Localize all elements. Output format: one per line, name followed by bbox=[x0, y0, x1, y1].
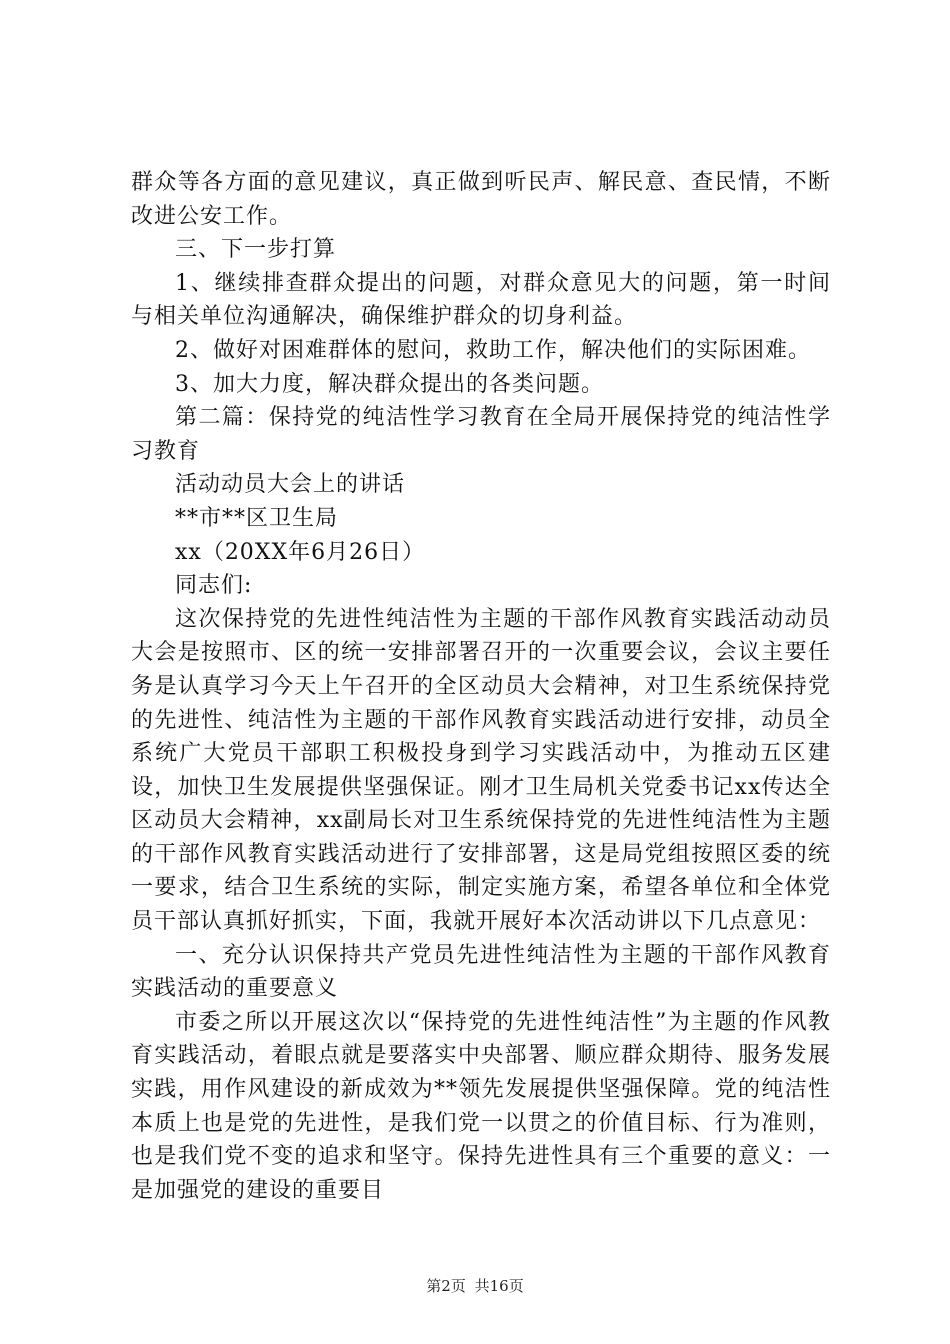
salutation: 同志们: bbox=[175, 573, 253, 599]
paragraph-intro: 这次保持党的先进性纯洁性为主题的干部作风教育实践活动动员大会是按照市、区的统一安排部署召开的一次重要会议，会议主要任务是认真学习今天上午召开的全区动员大会精神，对卫生系统保持党的先进性、纯洁性为主题的干部作风教育实践活动进行安排，动员全系统广大党员干部职工积极投身到学习实践活动中，为推动五区建设，加快卫生发展提供坚强保证。刚才卫生局机关党委书记xx传达全区动员大会精神，xx副局长对卫生系统保持党的先进性纯洁性为主题的干部作风教育实践活动进行了安排部署，这是局党组按照区委的统一要求，结合卫生系统的实际，制定实施方案，希望各单位和全体党员干部认真抓好抓实，下面，我就开展好本次活动讲以下几点意见： bbox=[131, 606, 831, 935]
paragraph-significance: 市委之所以开展这次以“保持党的先进性纯洁性”为主题的作风教育实践活动，着眼点就是要落实中央部署、顺应群众期待、服务发展实践，用作风建设的新成效为**领先发展提供坚强保障。党的纯洁性本质上也是党的先进性，是我们党一以贯之的价值目标、行为准则，也是我们党不变的追求和坚守。保持先进性具有三个重要的意义：一是加强党的建设的重要目 bbox=[131, 1009, 831, 1203]
section-heading-next-steps: 三、下一步打算 bbox=[175, 237, 337, 263]
section-heading-significance: 一、充分认识保持共产党员先进性纯洁性为主题的干部作风教育实践活动的重要意义 bbox=[131, 942, 831, 1002]
paragraph-continuation: 群众等各方面的意见建议，真正做到听民声、解民意、查民情，不断改进公安工作。 bbox=[131, 170, 831, 229]
speaker-organization: **市**区卫生局 bbox=[175, 505, 339, 531]
document-body bbox=[131, 166, 831, 1207]
speech-date: xx（20XX年6月26日） bbox=[175, 539, 426, 565]
list-item-1: 1、继续排查群众提出的问题，对群众意见大的问题，第一时间与相关单位沟通解决，确保维护群众的切身利益。 bbox=[131, 270, 831, 330]
page-total: 共16页 bbox=[474, 1277, 524, 1295]
list-item-3: 3、加大力度，解决群众提出的各类问题。 bbox=[175, 371, 604, 397]
page-number: 第2页 bbox=[426, 1277, 466, 1295]
chapter-title: 第二篇：保持党的纯洁性学习教育在全局开展保持党的纯洁性学习教育 bbox=[131, 405, 831, 464]
list-item-2: 2、做好对困难群体的慰问，救助工作，解决他们的实际困难。 bbox=[175, 337, 811, 363]
speech-title: 活动动员大会上的讲话 bbox=[175, 472, 406, 498]
page-footer bbox=[0, 1276, 950, 1296]
